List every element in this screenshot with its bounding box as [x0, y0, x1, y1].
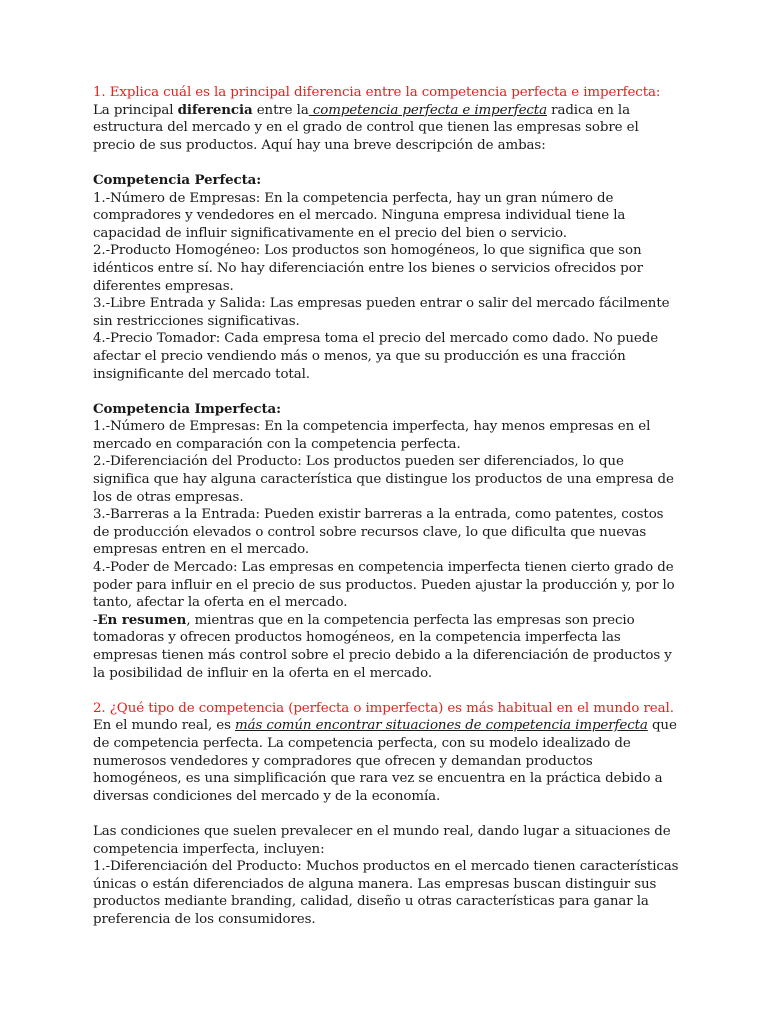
imperfect-item: 4.-Poder de Mercado: Las empresas en competencia imperfecta tienen cierto grado de poder para influir en el precio de sus productos. Pueden ajustar la producción y, por lo tanto, afectar la oferta en el mercado.	[93, 560, 675, 611]
question-2-intro	[93, 717, 683, 805]
intro-text: En el mundo real, es	[93, 718, 236, 734]
summary-text: , mientras que en la competencia perfecta las empresas son precio tomadoras y ofrecen productos homogéneos, en la competencia imperfecta las empresas tienen más control sobre el precio debido a la diferenciación de productos y la posibilidad de influir en la oferta en el mercado.	[93, 612, 672, 681]
conditions-text: Las condiciones que suelen prevalecer en el mundo real, dando lugar a situaciones de competencia imperfecta, incluyen:	[93, 823, 671, 857]
spacer	[93, 154, 683, 172]
spacer	[93, 682, 683, 700]
intro-bold: diferencia	[177, 101, 253, 118]
imperfect-item: 1.-Número de Empresas: En la competencia imperfecta, hay menos empresas en el mercado en comparación con la competencia perfecta.	[93, 419, 651, 452]
intro-link[interactable]: más común encontrar situaciones de competencia imperfecta	[235, 718, 648, 734]
spacer	[93, 383, 683, 401]
intro-text: La principal	[93, 102, 178, 118]
question-1-heading: 1. Explica cuál es la principal diferencia entre la competencia perfecta e imperfecta:	[93, 85, 661, 100]
perfect-item: 1.-Número de Empresas: En la competencia perfecta, hay un gran número de compradores y vendedores en el mercado. Ninguna empresa individual tiene la capacidad de influir significativamente en el precio del bien o servicio.	[93, 190, 626, 241]
document-page	[93, 84, 683, 929]
intro-text: entre la	[252, 102, 309, 118]
intro-text: que de competencia perfecta. La competencia perfecta, con su modelo idealizado de numerosos vendedores y compradores que ofrecen y demandan productos homogéneos, es una simplificación que rara vez se encuentra en la práctica debido a diversas condiciones del mercado y de la economía.	[93, 718, 677, 804]
question-1-intro	[93, 102, 683, 155]
summary	[93, 612, 683, 682]
summary-prefix: -	[93, 612, 98, 628]
intro-link[interactable]: competencia perfecta e imperfecta	[308, 102, 547, 118]
imperfect-item: 3.-Barreras a la Entrada: Pueden existir barreras a la entrada, como patentes, costos de producción elevados o control sobre recursos clave, lo que dificulta que nuevas empresas entren en el mercado.	[93, 507, 664, 558]
question-2-heading: 2. ¿Qué tipo de competencia (perfecta o imperfecta) es más habitual en el mundo real.	[93, 700, 674, 716]
summary-bold: En resumen	[97, 611, 187, 628]
perfect-item: 2.-Producto Homogéneo: Los productos son homogéneos, lo que significa que son idénticos entre sí. No hay diferenciación entre los bienes o servicios ofrecidos por diferentes empresas.	[93, 243, 643, 294]
imperfect-title: Competencia Imperfecta:	[93, 400, 281, 417]
perfect-title: Competencia Perfecta:	[93, 171, 262, 188]
intro-text: radica en la estructura del mercado y en el grado de control que tienen las empresas sobre el precio de sus productos. Aquí hay una breve descripción de ambas:	[93, 102, 639, 153]
spacer	[93, 805, 683, 823]
imperfect-item: 2.-Diferenciación del Producto: Los productos pueden ser diferenciados, lo que significa que hay alguna característica que distingue los productos de una empresa de los de otras empresas.	[93, 454, 674, 505]
perfect-item: 3.-Libre Entrada y Salida: Las empresas pueden entrar o salir del mercado fácilmente sin restricciones significativas.	[93, 296, 670, 329]
condition-item: 1.-Diferenciación del Producto: Muchos productos en el mercado tienen características únicas o están diferenciados de alguna manera. Las empresas buscan distinguir sus productos mediante branding, calidad, diseño u otras características para ganar la preferencia de los consumidores.	[93, 859, 679, 927]
perfect-item: 4.-Precio Tomador: Cada empresa toma el precio del mercado como dado. No puede afectar el precio vendiendo más o menos, ya que su producción es una fracción insignificante del mercado total.	[93, 331, 659, 382]
